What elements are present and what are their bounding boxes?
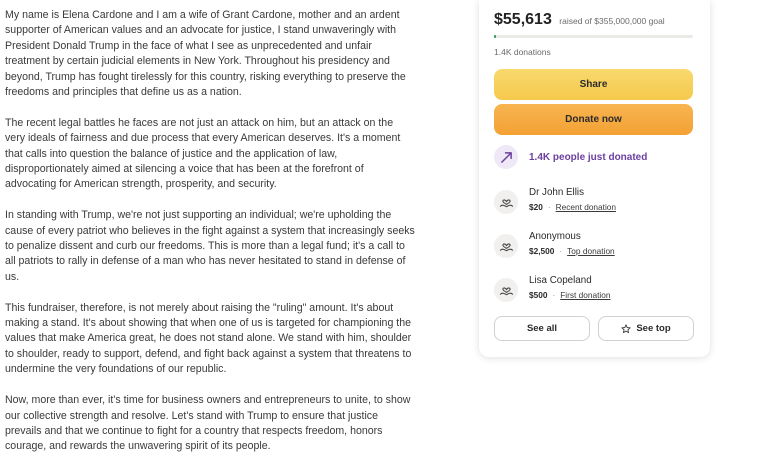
hand-heart-icon: [494, 234, 518, 258]
recent-donations-banner: [494, 145, 647, 169]
donation-count: 1.4K donations: [494, 47, 551, 57]
story-paragraph: The recent legal battles he faces are not just an attack on him, but an attack on the very ideals of fairness and due process that every American deserves. It's a moment that calls into question the balance of justice and the application of law, disproportionately aimed at silencing a voice that has been at the forefront of advocating for American strength, prosperity, and security.: [5, 116, 401, 191]
hand-heart-icon: [494, 190, 518, 214]
donation-amount: $20: [529, 202, 543, 212]
donor-list-item: Anonymous $2,500 · Top donation: [494, 230, 615, 258]
story-paragraph: My name is Elena Cardone and I am a wife of Grant Cardone, mother and an ardent supporter of American values and an advocate for justice, I stand unwaveringly with President Donald Trump in the face of what I see as unprecedented and unfair treatment by certain judicial elements in New York. Throughout his presidency and beyond, Trump has fought tirelessly for this country, risking everything to preserve the freedoms and principles that define us as a nation.: [5, 9, 406, 99]
funds-raised: [494, 11, 665, 29]
donate-now-button[interactable]: Donate now: [494, 104, 693, 135]
progress-bar-fill: [494, 35, 496, 38]
fundraiser-story: [5, 8, 415, 470]
star-icon: [621, 324, 631, 334]
donation-tag-link[interactable]: Top donation: [567, 246, 615, 256]
see-top-label: See top: [636, 323, 671, 334]
donation-amount: $2,500: [529, 246, 555, 256]
goal-text: raised of $355,000,000 goal: [559, 16, 665, 26]
donor-list-item: Dr John Ellis $20 · Recent donation: [494, 186, 616, 214]
hand-heart-icon: [494, 278, 518, 302]
raised-amount: $55,613: [494, 11, 552, 28]
progress-bar: [494, 35, 693, 38]
trending-up-icon: [494, 145, 518, 169]
donor-list-item: Lisa Copeland $500 · First donation: [494, 274, 611, 302]
donation-amount: $500: [529, 290, 548, 300]
story-paragraph: Now, more than ever, it's time for business owners and entrepreneurs to unite, to show our collective strength and resolve. Let's stand with Trump to ensure that justice prevails and that we continue to fight for a country that respects freedom, honors courage, and rewards the unwavering spirit of its people.: [5, 394, 411, 453]
see-top-button[interactable]: [598, 316, 694, 341]
donor-name: Anonymous: [529, 231, 581, 242]
donation-tag-link[interactable]: First donation: [560, 290, 611, 300]
share-button[interactable]: Share: [494, 69, 693, 100]
story-paragraph: This fundraiser, therefore, is not merely about raising the "ruling" amount. It's about making a stand. It's about showing that when one of us is targeted for championing the values that make America great, he does not stand alone. We stand with him, shoulder to shoulder, ready to support, defend, and fight back against a system that threatens to undermine the very foundations of our republic.: [5, 301, 412, 376]
donation-tag-link[interactable]: Recent donation: [555, 202, 617, 212]
donor-name: Lisa Copeland: [529, 275, 592, 286]
see-all-button[interactable]: See all: [494, 316, 590, 341]
donation-sidebar-card: [479, 0, 710, 357]
story-paragraph: In standing with Trump, we're not just supporting an individual; we're upholding the cause of every patriot who believes in the fight against a system that increasingly seeks to penalize dissent and curb our freedoms. This is more than a legal fund; it's a call to all patriots to rally in defense of a man who has never hesitated to stand in defense of us.: [5, 209, 415, 283]
donor-name: Dr John Ellis: [529, 187, 584, 198]
recent-donations-text: 1.4K people just donated: [529, 151, 648, 163]
